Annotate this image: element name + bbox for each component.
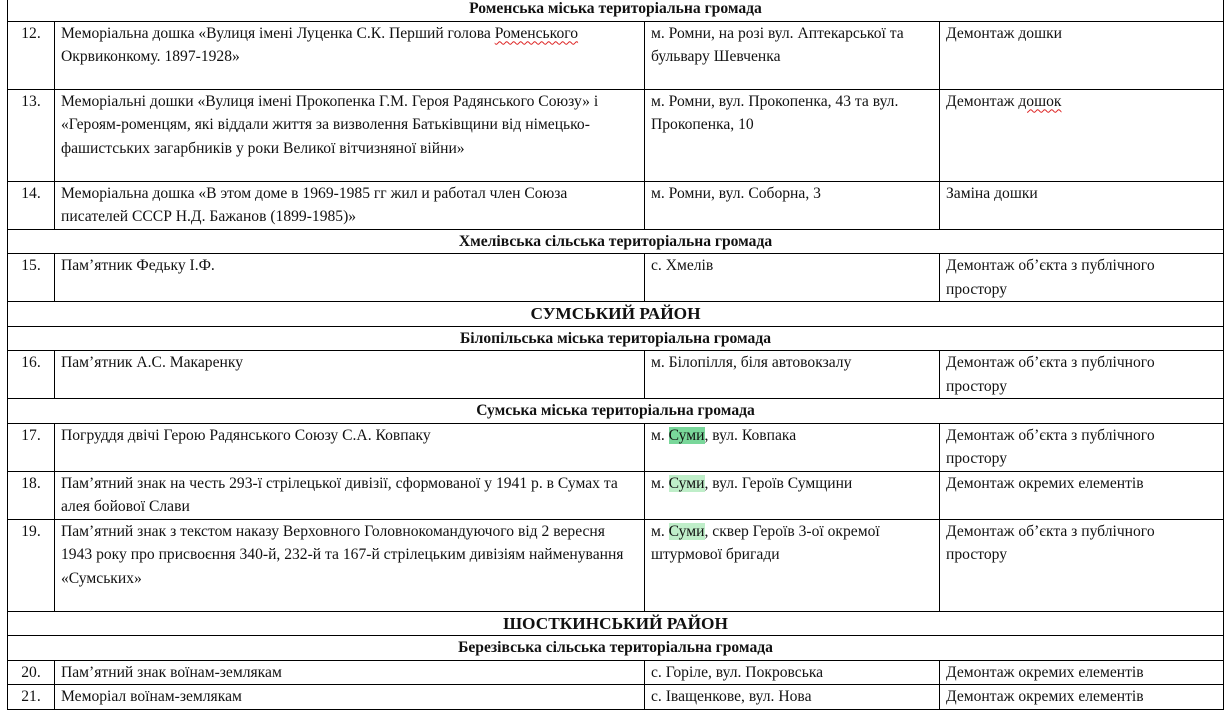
location-cell	[645, 21, 940, 89]
district-title: ШОСТКИНСЬКИЙ РАЙОН	[8, 611, 1224, 636]
object-name-cell	[55, 181, 645, 229]
action: Заміна дошки	[946, 184, 1038, 202]
row-number: 16.	[8, 351, 55, 399]
action-cell	[940, 181, 1224, 229]
object-name-cell	[55, 89, 645, 181]
action: Демонтаж дошки	[946, 24, 1063, 42]
action-cell	[940, 21, 1224, 89]
location-prefix: м.	[651, 522, 669, 540]
action: Демонтаж окремих елементів	[946, 663, 1144, 681]
object-name: Меморіальна дошка «В этом доме в 1969-1985 гг жил и работал член Союза писателей СССР Н.Д. Бажанов (1899-1985)»	[61, 184, 568, 225]
row-number: 19.	[8, 519, 55, 611]
object-name: Меморіальна дошка «Вулиця імені Луценка С.К. Перший голова	[61, 24, 495, 42]
location-cell	[645, 181, 940, 229]
table-row	[8, 519, 1224, 611]
community-title: Березівська сільська територіальна громада	[8, 636, 1224, 661]
table-row	[8, 21, 1224, 89]
object-name-cell	[55, 685, 645, 710]
community-header-row	[8, 399, 1224, 424]
community-title: Роменська міська територіальна громада	[8, 0, 1224, 21]
row-number: 21.	[8, 685, 55, 710]
location: с. Іващенкове, вул. Нова	[651, 688, 812, 705]
row-number: 20.	[8, 660, 55, 685]
spellcheck-word: дошок	[1018, 92, 1062, 110]
location-rest: , вул. Героїв Сумщини	[704, 474, 853, 492]
action: Демонтаж окремих елементів	[946, 688, 1144, 705]
community-title: Хмелівська сільська територіальна громада	[8, 229, 1224, 254]
location: м. Ромни, вул. Соборна, 3	[651, 184, 821, 202]
table-row	[8, 685, 1224, 710]
table-row	[8, 254, 1224, 302]
location: с. Горіле, вул. Покровська	[651, 663, 824, 681]
table-row	[8, 181, 1224, 229]
search-highlight: Суми	[668, 474, 705, 492]
location-prefix: м.	[651, 474, 669, 492]
location-cell	[645, 89, 940, 181]
location-rest: , сквер Героїв 3-ої окремої штурмової бригади	[651, 522, 880, 563]
community-title: Білопільська міська територіальна громада	[8, 326, 1224, 351]
action-cell	[940, 660, 1224, 685]
location-cell	[645, 660, 940, 685]
district-title: СУМСЬКИЙ РАЙОН	[8, 302, 1224, 327]
object-name: Пам’ятник Федьку І.Ф.	[61, 257, 215, 274]
object-name-tail: Окрвиконкому. 1897-1928»	[61, 48, 240, 65]
object-name: Пам’ятник А.С. Макаренку	[61, 354, 244, 371]
action-cell	[940, 519, 1224, 611]
object-name-cell	[55, 21, 645, 89]
object-name-cell	[55, 519, 645, 611]
table-body	[8, 0, 1224, 709]
location-cell	[645, 423, 940, 471]
action-cell	[940, 254, 1224, 302]
search-highlight: Суми	[668, 522, 705, 540]
community-header-row	[8, 229, 1224, 254]
object-name-cell	[55, 423, 645, 471]
location: м. Ромни, на розі вул. Аптекарської та бульвару Шевченка	[651, 24, 904, 65]
location-prefix: м.	[651, 426, 669, 444]
location-cell	[645, 519, 940, 611]
object-name: Пам’ятний знак з текстом наказу Верховного Головнокомандуючого від 2 вересня 1943 року про присвоєння 340-й, 232-й та 167-й стрілецьким дивізіям найменування «Сумських»	[61, 522, 624, 587]
search-highlight: Суми	[668, 426, 705, 444]
object-name-cell	[55, 660, 645, 685]
row-number: 18.	[8, 471, 55, 519]
district-header-row	[8, 611, 1224, 636]
location-cell	[645, 351, 940, 399]
object-name: Погруддя двічі Герою Радянського Союзу С.А. Ковпаку	[61, 426, 431, 444]
location: м. Ромни, вул. Прокопенка, 43 та вул. Прокопенка, 10	[651, 92, 899, 133]
table-row	[8, 660, 1224, 685]
action: Демонтаж	[946, 92, 1019, 110]
district-header-row	[8, 302, 1224, 327]
action-cell	[940, 471, 1224, 519]
action: Демонтаж окремих елементів	[946, 474, 1144, 492]
action: Демонтаж об’єкта з публічного простору	[946, 354, 1155, 395]
location-rest: , вул. Ковпака	[704, 426, 797, 444]
monuments-table	[7, 0, 1224, 710]
object-name: Пам’ятний знак на честь 293-ї стрілецької дивізії, сформованої у 1941 р. в Сумах та алея бойової Слави	[61, 474, 618, 515]
action: Демонтаж об’єкта з публічного простору	[946, 257, 1155, 298]
table-row	[8, 89, 1224, 181]
row-number: 17.	[8, 423, 55, 471]
action-cell	[940, 423, 1224, 471]
object-name-cell	[55, 254, 645, 302]
community-header-row	[8, 326, 1224, 351]
location: м. Білопілля, біля автовокзалу	[651, 354, 852, 371]
action-cell	[940, 685, 1224, 710]
object-name: Меморіальні дошки «Вулиця імені Прокопенка Г.М. Героя Радянського Союзу» і «Героям-роменцям, які віддали життя за визволення Батьківщини від німецько-фашистських загарбників у роки Великої вітчизняної війни»	[61, 92, 599, 157]
action-cell	[940, 89, 1224, 181]
action: Демонтаж об’єкта з публічного простору	[946, 522, 1155, 563]
object-name-cell	[55, 471, 645, 519]
row-number: 15.	[8, 254, 55, 302]
row-number: 14.	[8, 181, 55, 229]
spellcheck-word: Роменського	[494, 24, 579, 42]
community-header-row	[8, 636, 1224, 661]
row-number: 12.	[8, 21, 55, 89]
table-row	[8, 471, 1224, 519]
location-cell	[645, 254, 940, 302]
location-cell	[645, 471, 940, 519]
object-name-cell	[55, 351, 645, 399]
action: Демонтаж об’єкта з публічного простору	[946, 426, 1155, 467]
object-name: Меморіал воїнам-землякам	[61, 688, 242, 705]
object-name: Пам’ятний знак воїнам-землякам	[61, 663, 282, 681]
action-cell	[940, 351, 1224, 399]
location: с. Хмелів	[651, 257, 714, 274]
table-row	[8, 423, 1224, 471]
table-row	[8, 351, 1224, 399]
community-header-row	[8, 0, 1224, 21]
location-cell	[645, 685, 940, 710]
community-title: Сумська міська територіальна громада	[8, 399, 1224, 424]
row-number: 13.	[8, 89, 55, 181]
